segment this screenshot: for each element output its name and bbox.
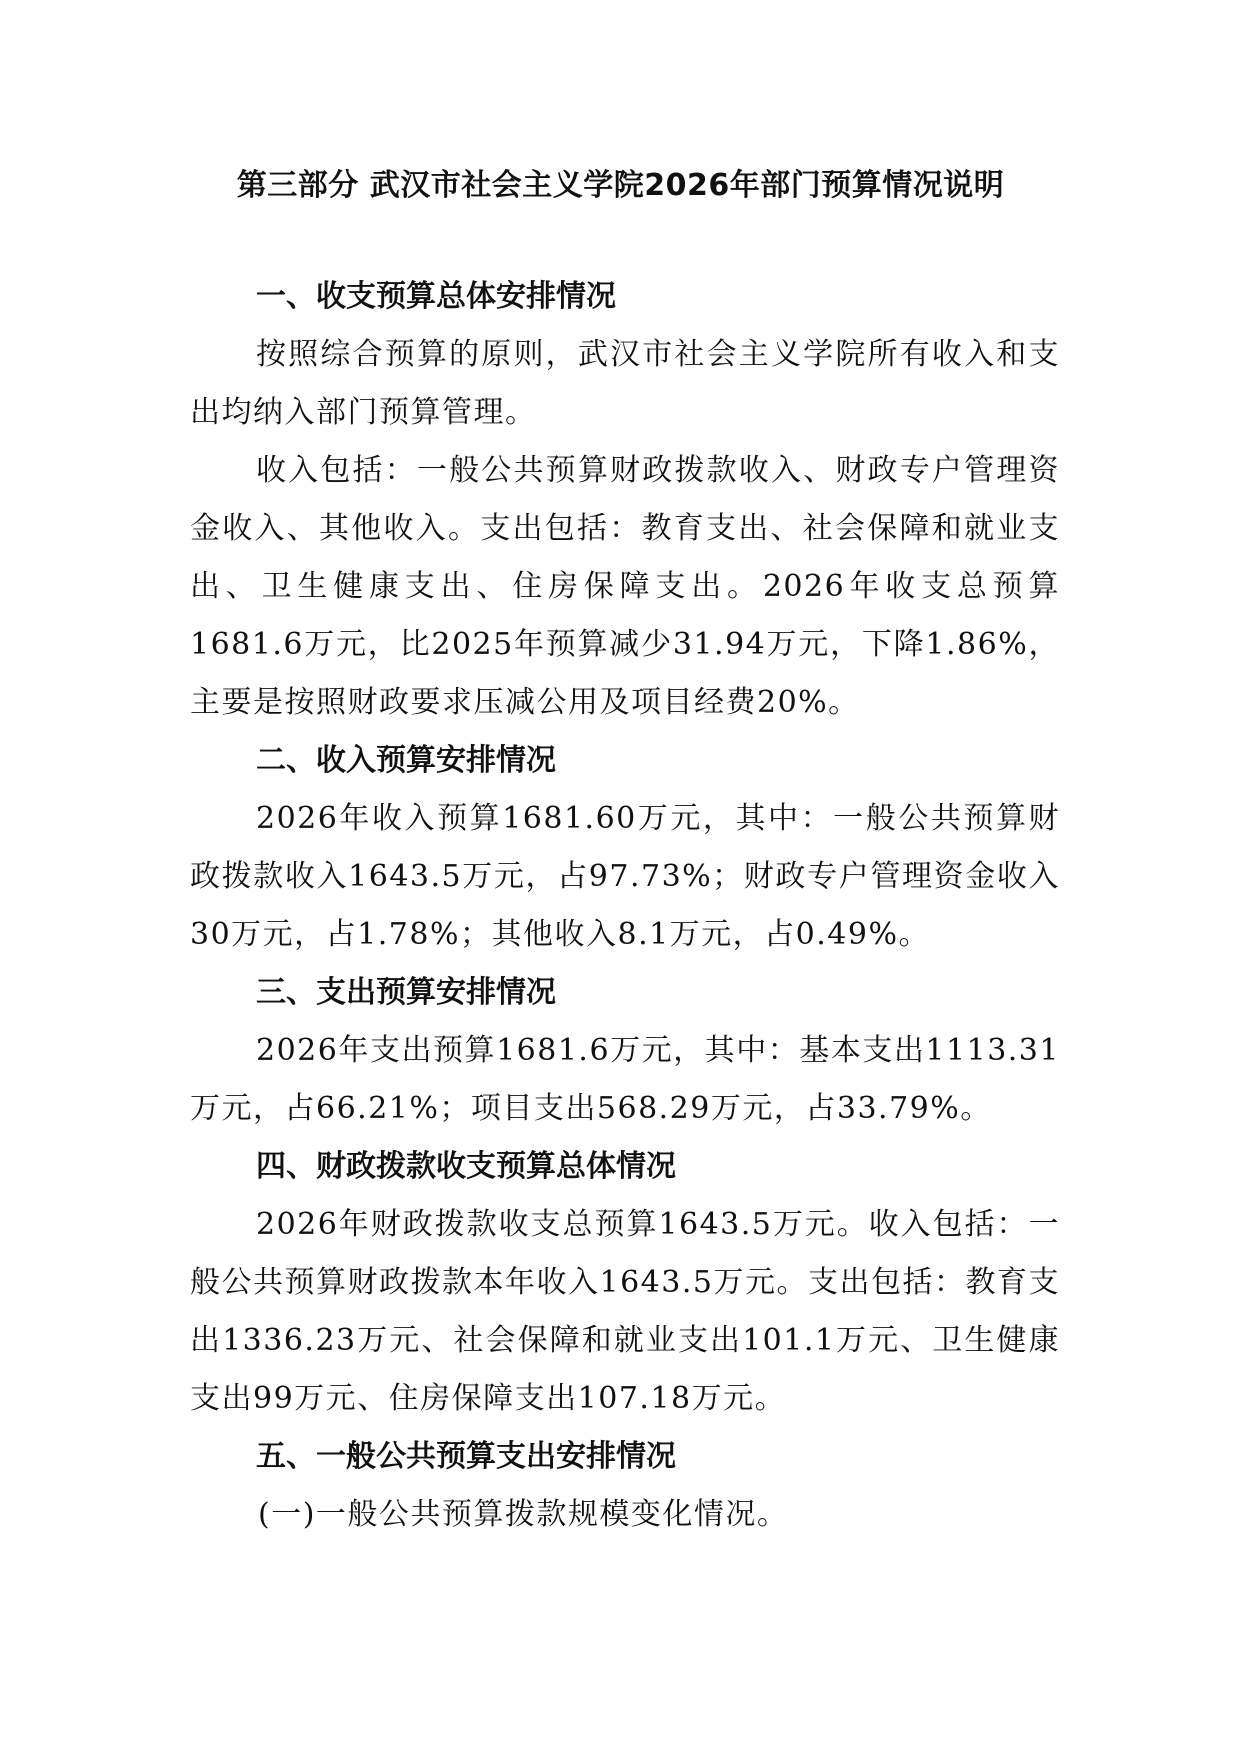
section-1-paragraph-2: 收入包括：一般公共预算财政拨款收入、财政专户管理资金收入、其他收入。支出包括：教育支出、社会保障和就业支出、卫生健康支出、住房保障支出。2026年收支总预算1681.6万元，比2025年预算减少31.94万元，下降1.86%，主要是按照财政要求压减公用及项目经费20%。 — [190, 453, 1060, 720]
section-3-paragraph-1: 2026年支出预算1681.6万元，其中：基本支出1113.31万元，占66.21%；项目支出568.29万元，占33.79%。 — [190, 1033, 1060, 1126]
document-body — [190, 268, 1060, 1544]
section-5-subheading: (一)一般公共预算拨款规模变化情况。 — [258, 1497, 789, 1532]
section-4-paragraph-1: 2026年财政拨款收支总预算1643.5万元。收入包括：一般公共预算财政拨款本年收入1643.5万元。支出包括：教育支出1336.23万元、社会保障和就业支出101.1万元、卫生健康支出99万元、住房保障支出107.18万元。 — [190, 1207, 1060, 1416]
section-heading-4: 四、财政拨款收支预算总体情况 — [256, 1149, 676, 1184]
section-heading-3: 三、支出预算安排情况 — [256, 975, 556, 1010]
section-heading-5: 五、一般公共预算支出安排情况 — [256, 1439, 676, 1474]
section-2-paragraph-1: 2026年收入预算1681.60万元，其中：一般公共预算财政拨款收入1643.5万元，占97.73%；财政专户管理资金收入30万元，占1.78%；其他收入8.1万元，占0.49%。 — [190, 801, 1060, 952]
section-heading-2: 二、收入预算安排情况 — [256, 743, 556, 778]
section-heading-1: 一、收支预算总体安排情况 — [256, 279, 616, 314]
section-1-paragraph-1: 按照综合预算的原则，武汉市社会主义学院所有收入和支出均纳入部门预算管理。 — [190, 337, 1060, 430]
document-title: 第三部分 武汉市社会主义学院2026年部门预算情况说明 — [236, 168, 1005, 203]
